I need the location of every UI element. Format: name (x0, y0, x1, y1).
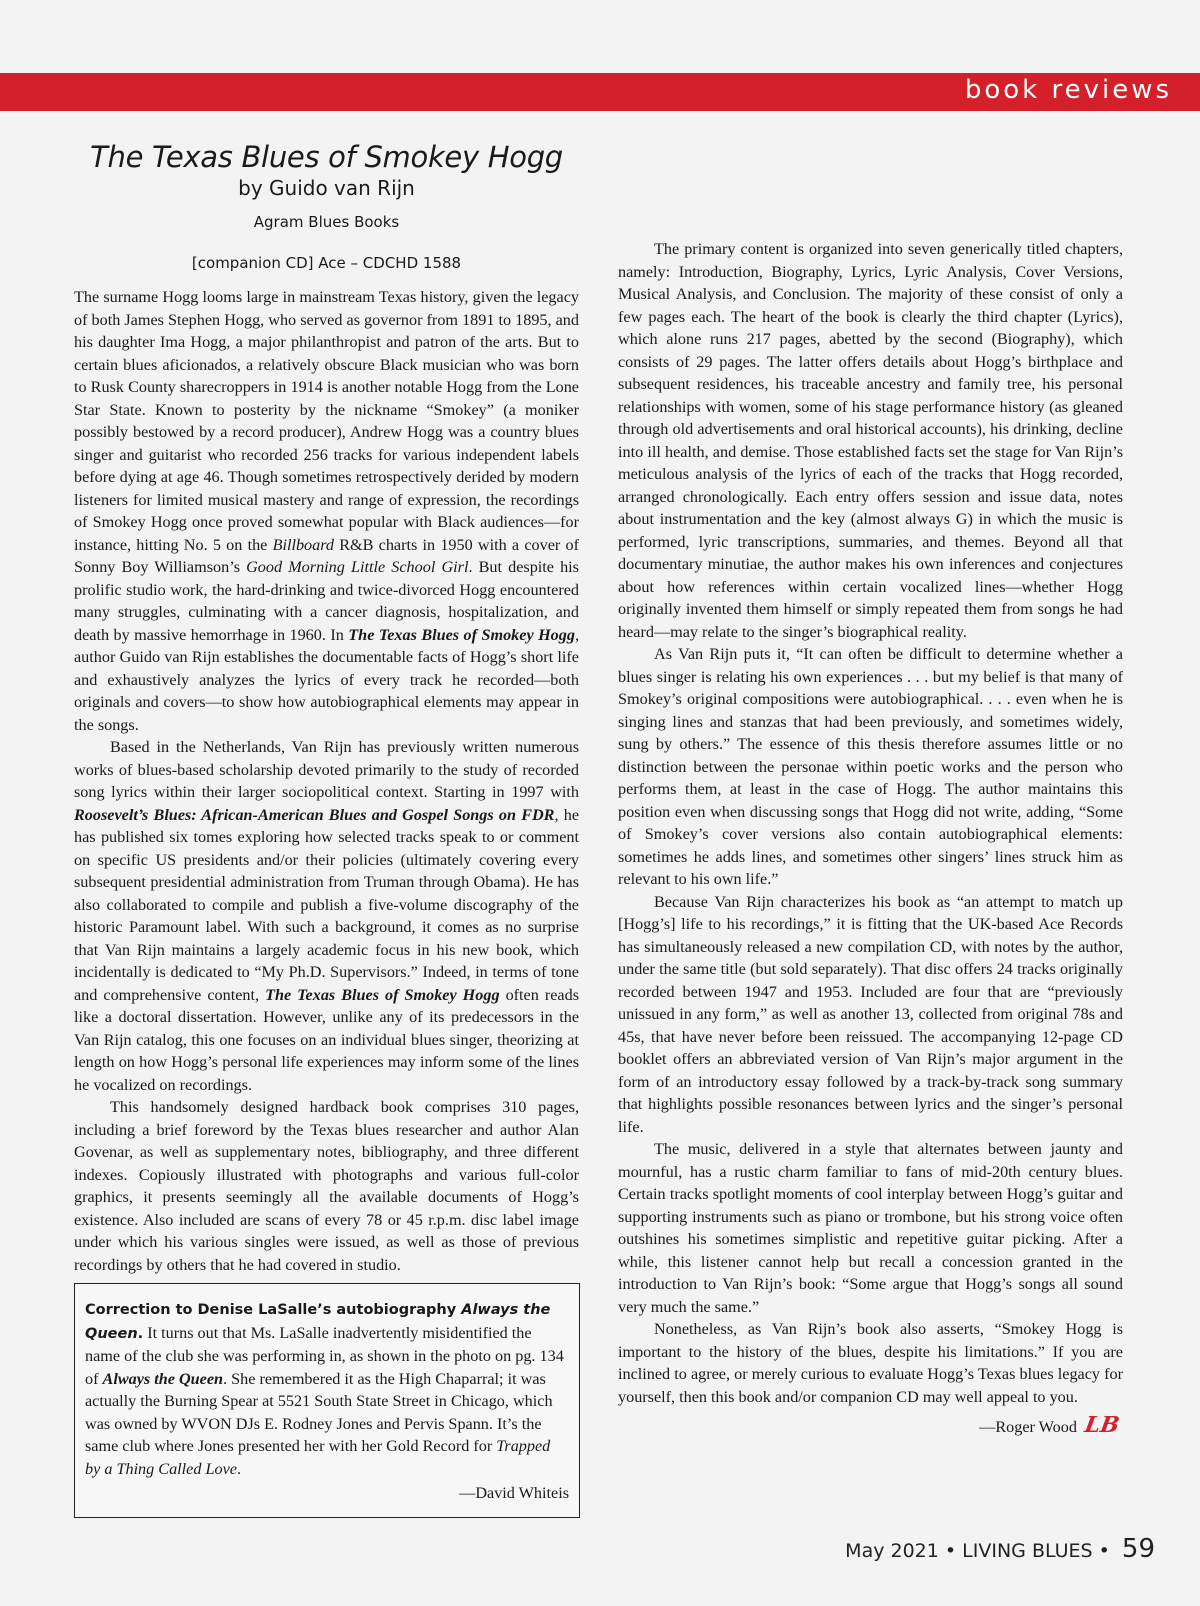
page-number: 59 (1121, 1534, 1155, 1564)
review-paragraph: Based in the Netherlands, Van Rijn has previously written numerous works of blues-based scholarship devoted primarily to the study of recorded song lyrics within their larger sociopolitical context. Starting in 1997 with Roosevelt’s Blues: African-American Blues and Gospel Songs on FDR, he has published six tomes exploring how selected tracks speak to or comment on specific US presidents and/or their policies (ultimately covering every subsequent presidential administration from Truman through Obama). He has also collaborated to compile and publish a five-volume discography of the historic Paramount label. With such a background, it comes as no surprise that Van Rijn maintains a largely academic focus in his new book, which incidentally is dedicated to “My Ph.D. Supervisors.” Indeed, in terms of tone and comprehensive content, The Texas Blues of Smokey Hogg often reads like a doctoral dissertation. However, unlike any of its predecessors in the Van Rijn catalog, this one focuses on an individual blues singer, theorizing at length on how Hogg’s personal life experiences may inform some of the lines he vocalized on recordings. (74, 738, 580, 1094)
footer-magazine-name: LIVING BLUES (962, 1540, 1093, 1562)
review-byline: by Guido van Rijn (238, 175, 415, 200)
review-paragraph: The music, delivered in a style that alternates between jaunty and mournful, has a rustic charm familiar to fans of mid-20th century blues. Certain tracks spotlight moments of cool interplay between Hogg’s guitar and supporting instruments such as piano or trombone, but his strong voice often outshines his sometimes simplistic and repetitive guitar picking. After a while, this listener cannot help but recall a concession granted in the introduction to Van Rijn’s book: “Some argue that Hogg’s songs all sound very much the same.” (618, 1140, 1123, 1316)
review-paragraph: Because Van Rijn characterizes his book as “an attempt to match up [Hogg’s] life to his recordings,” it is fitting that the UK-based Ace Records has simultaneously released a new compilation CD, with notes by the author, under the same title (but sold separately). That disc offers 24 tracks originally recorded between 1947 and 1953. Included are four that are “previously unissued in any form,” as well as another 13, collected from original 78s and 45s, that have never before been reissued. The accompanying 12-page CD booklet offers an abbreviated version of Van Rijn’s major argument in the form of an introductory essay followed by a track-by-track song summary that highlights possible resonances between lyrics and the singer’s personal life. (618, 892, 1123, 1136)
section-label: book reviews (964, 75, 1172, 105)
review-paragraph: As Van Rijn puts it, “It can often be difficult to determine whether a blues singer is relating his own experiences . . . but my belief is that many of Smokey’s original compositions were autobiographical. . . . even when he is singing lines and stanzas that had been previously, and sometimes widely, sung by others.” The essence of this thesis therefore assumes little or no distinction between the personae within poetic works and the person who performs them, at least in the case of Hogg. The author maintains this position even when discussing songs that Hogg did not write, adding, “Some of Smokey’s cover versions also contain autobiographical elements: sometimes he adds lines, and sometimes other singers’ lines struck him as relevant to his own life.” (618, 645, 1123, 888)
footer-bullet: • (944, 1540, 957, 1562)
review-title: The Texas Blues of Smokey Hogg (90, 140, 563, 174)
section-header-bar (0, 73, 1200, 111)
review-paragraph: The surname Hogg looms large in mainstream Texas history, given the legacy of both James Stephen Hogg, who served as governor from 1891 to 1895, and his daughter Ima Hogg, a major philanthropist and patron of the arts. But to certain blues aficionados, a relatively obscure Black musician who was born to Rusk County sharecroppers in 1914 is another notable Hogg from the Lone Star State. Known to posterity by the nickname “Smokey” (a moniker possibly bestowed by a record producer), Andrew Hogg was a country blues singer and guitarist who recorded 256 tracks for various independent labels before dying at age 46. Though sometimes retrospectively derided by modern listeners for limited musical mastery and range of expression, the recordings of Smokey Hogg once proved somewhat popular with Black audiences—for instance, hitting No. 5 on the Billboard R&B charts in 1950 with a cover of Sonny Boy Williamson’s Good Morning Little School Girl. But despite his prolific studio work, the hard-drinking and twice-divorced Hogg encountered many struggles, culminating with a cancer diagnosis, hospitalization, and death by massive hemorrhage in 1960. In The Texas Blues of Smokey Hogg, author Guido van Rijn establishes the documentable facts of Hogg’s short life and exhaustively analyzes the lyrics of every track he recorded—both originals and covers—to show how autobiographical elements may appear in the songs. (74, 288, 579, 734)
reviewer-name: —Roger Wood (979, 1418, 1077, 1436)
page-footer (845, 1534, 1155, 1564)
review-paragraph: This handsomely designed hardback book comprises 310 pages, including a brief foreword by the Texas blues researcher and author Alan Govenar, as well as supplementary notes, bibliography, and three different indexes. Copiously illustrated with photographs and various full-color graphics, it presents seemingly all the available documents of Hogg’s existence. Also included are scans of every 78 or 45 r.p.m. disc label image under which his various singles were issued, as well as those of previous recordings by others that he had covered in studio. (74, 1098, 579, 1274)
footer-bullet: • (1098, 1540, 1110, 1562)
review-paragraph: Nonetheless, as Van Rijn’s book also asserts, “Smokey Hogg is important to the history of the blues, despite his limitations.” If you are inclined to agree, or merely curious to evaluate Hogg’s Texas blues legacy for yourself, then this book and/or companion CD may well appeal to you. (618, 1320, 1123, 1406)
right-column (618, 148, 1123, 1439)
living-blues-logo: LB (1082, 1412, 1122, 1438)
review-signoff (618, 1414, 1123, 1439)
review-companion-cd: [companion CD] Ace – CDCHD 1588 (191, 253, 462, 272)
review-publisher: Agram Blues Books (253, 213, 400, 231)
review-paragraph: The primary content is organized into seven generically titled chapters, namely: Introduction, Biography, Lyrics, Lyric Analysis, Cover Versions, Musical Analysis, and Conclusion. The majority of these consist of only a few pages each. The heart of the book is clearly the third chapter (Lyrics), which alone runs 217 pages, abetted by the second (Biography), which consists of 29 pages. The latter offers details about Hogg’s birthplace and subsequent residences, his traceable ancestry and family tree, his personal relationships with women, some of his stage performance history (as gleaned through old advertisements and oral historical accounts), his drinking, decline into ill health, and demise. Those established facts set the stage for Van Rijn’s meticulous analysis of the lyrics of each of the tracks that Hogg recorded, arranged chronologically. Each entry offers session and issue data, notes about instrumentation and the key (almost always G) in which the music is performed, lyric transcriptions, summaries, and themes. Beyond all that documentary minutiae, the author makes his own inferences and conjectures about how references within certain vocalized lines—whether Hogg originally invented them himself or simply repeated them from songs he had heard—may relate to the singer’s biographical reality. (618, 240, 1123, 641)
correction-box: Correction to Denise LaSalle’s autobiography Always the Queen. It turns out that Ms. LaSalle inadvertently misidentified the name of the club she was performing in, as shown in the photo on pg. 134 of Always the Queen. She remembered it as the High Chaparral; it was actually the Burning Spear at 5521 South State Street in Chicago, which was owned by WVON DJs E. Rodney Jones and Pervis Spann. It’s the same club where Jones presented her with her Gold Record for Trapped by a Thing Called Love. —David Whiteis (74, 1283, 580, 1518)
left-column (74, 140, 580, 1274)
correction-signature: —David Whiteis (459, 1484, 569, 1502)
footer-issue-date: May 2021 (845, 1540, 939, 1562)
correction-heading: Correction to Denise LaSalle’s autobiography Always the Queen. (85, 1302, 551, 1342)
